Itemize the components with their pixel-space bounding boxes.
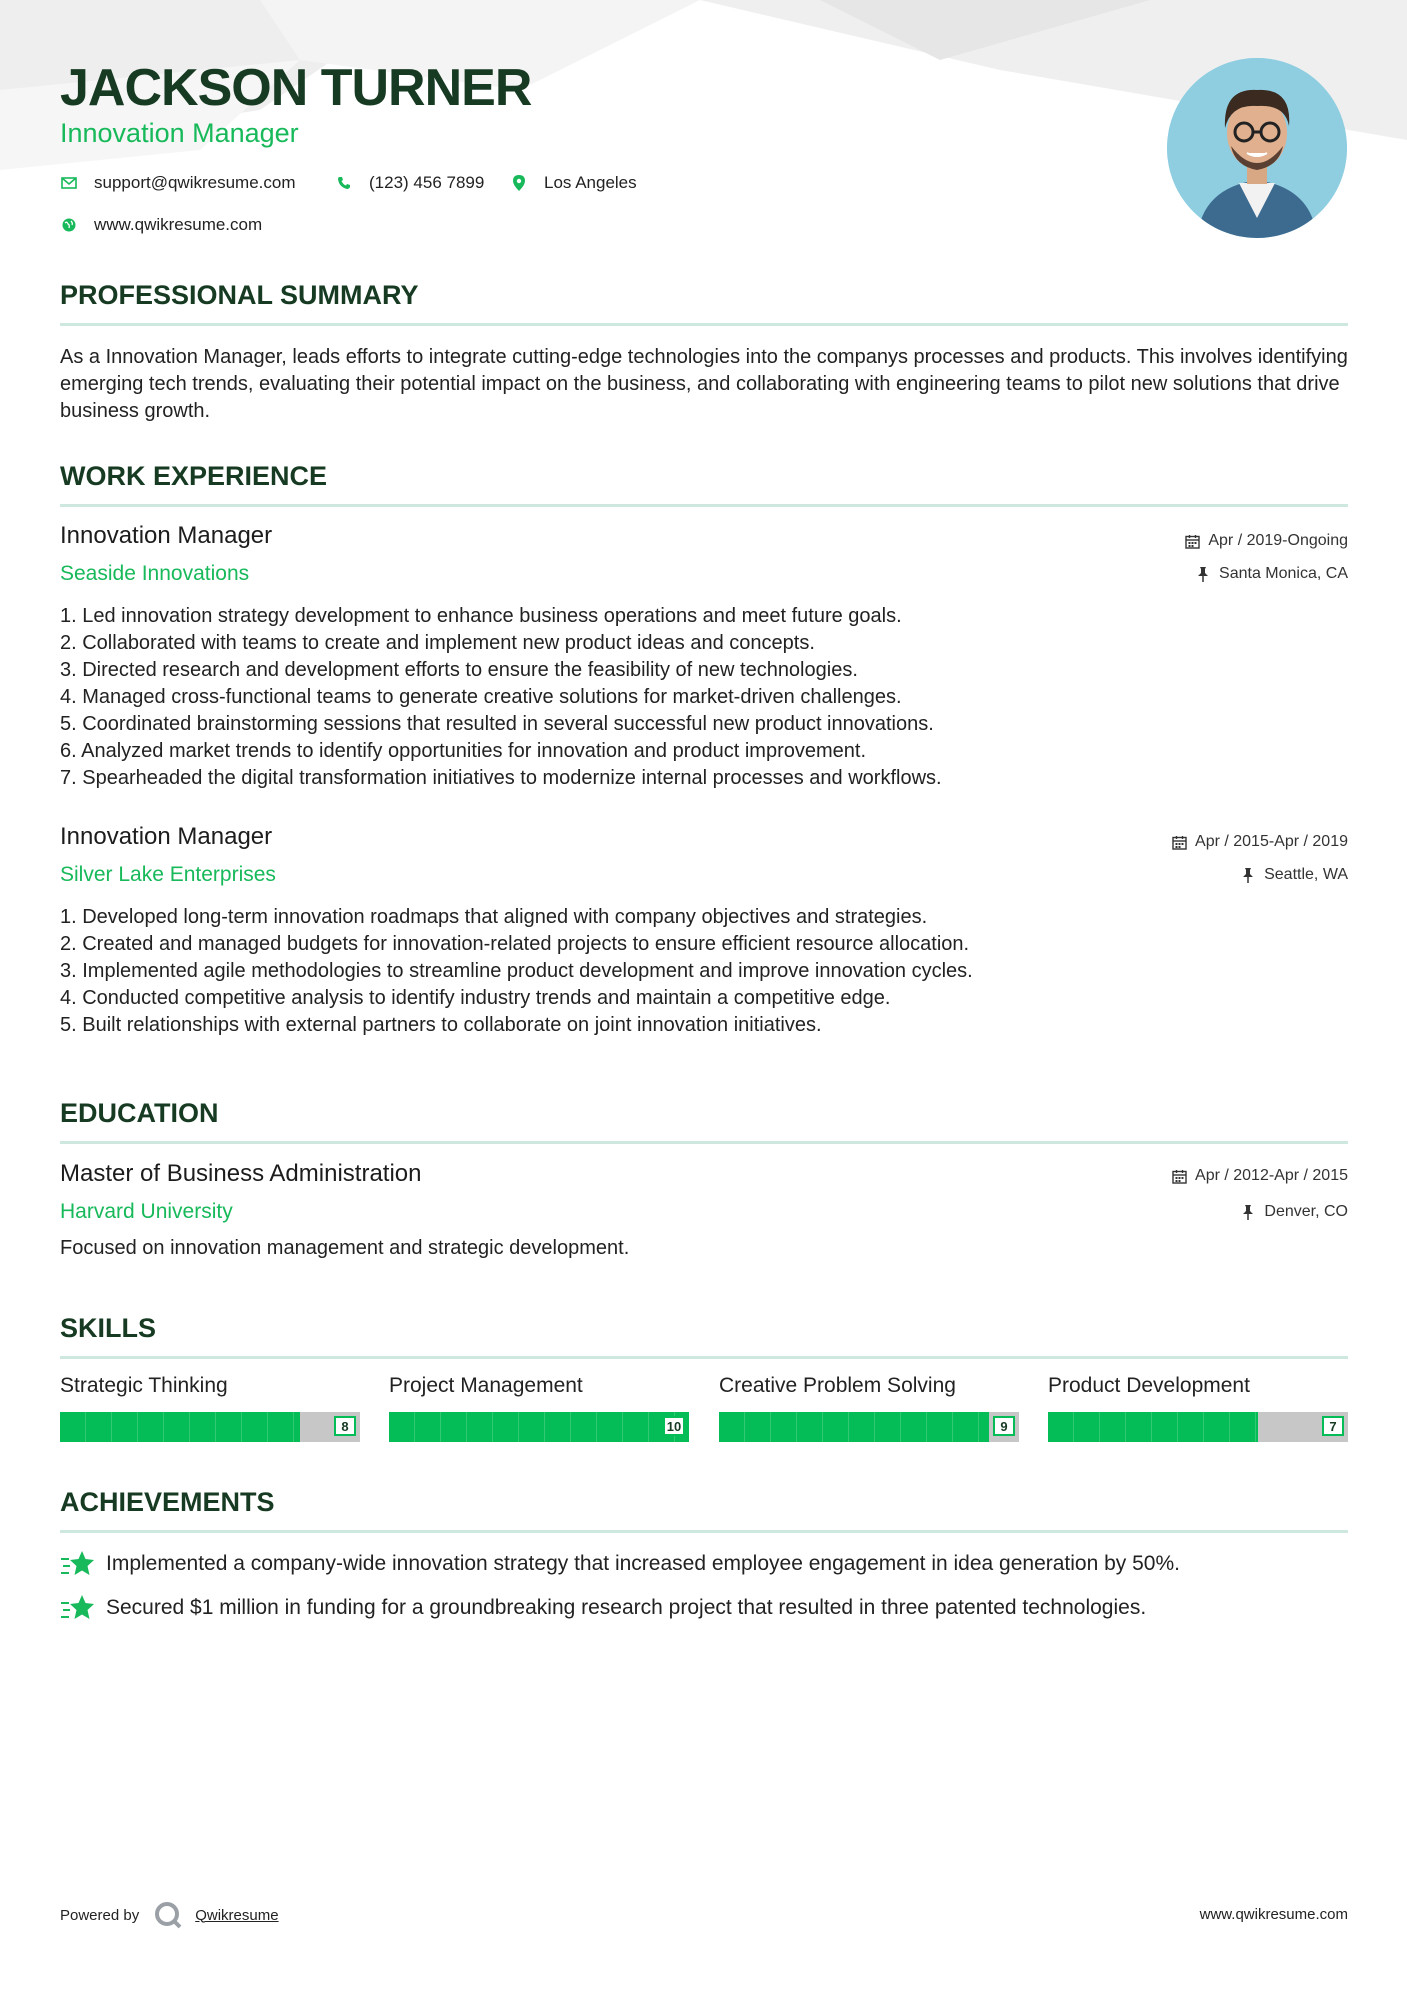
calendar-icon	[1171, 1168, 1187, 1184]
skill-score: 9	[993, 1416, 1015, 1436]
list-item: 4. Conducted competitive analysis to identify industry trends and maintain a competitive edge.	[60, 987, 891, 1009]
education-school: Harvard University	[60, 1200, 233, 1223]
education-location	[1240, 1203, 1348, 1221]
skill-bar	[60, 1412, 360, 1442]
education-location-text: Denver, CO	[1264, 1203, 1348, 1220]
job-dates	[1184, 532, 1348, 550]
job-company: Silver Lake Enterprises	[60, 863, 276, 886]
list-item: 1. Led innovation strategy development to enhance business operations and meet future goals.	[60, 605, 902, 627]
achievement-text: Implemented a company-wide innovation strategy that increased employee engagement in idea generation by 50%.	[106, 1552, 1180, 1575]
phone-icon	[335, 174, 353, 192]
pushpin-icon	[1195, 566, 1211, 582]
education-dates-text: Apr / 2012-Apr / 2015	[1195, 1167, 1348, 1184]
list-item: 3. Implemented agile methodologies to streamline product development and improve innovation cycles.	[60, 960, 973, 982]
list-item: 4. Managed cross-functional teams to generate creative solutions for market-driven challenges.	[60, 686, 902, 708]
skill-item	[1048, 1374, 1348, 1442]
education-description: Focused on innovation management and strategic development.	[60, 1237, 630, 1259]
list-item: 7. Spearheaded the digital transformation initiatives to modernize internal processes and workflows.	[60, 767, 942, 789]
job-dates	[1171, 833, 1348, 851]
contact-location-text: Los Angeles	[544, 173, 637, 192]
contact-phone[interactable]	[335, 173, 484, 193]
job-bullet-list	[60, 904, 1348, 1039]
envelope-icon	[60, 174, 78, 192]
calendar-icon	[1184, 533, 1200, 549]
skill-label: Project Management	[389, 1374, 583, 1397]
job-dates-text: Apr / 2019-Ongoing	[1208, 532, 1348, 549]
list-item: 5. Coordinated brainstorming sessions that resulted in several successful new product innovations.	[60, 713, 934, 735]
job-location	[1240, 866, 1348, 884]
profile-photo	[1167, 58, 1347, 238]
calendar-icon	[1171, 834, 1187, 850]
powered-by-label: Powered by	[60, 1906, 140, 1924]
achievement-item	[60, 1549, 1180, 1579]
contact-email-text: support@qwikresume.com	[94, 173, 296, 192]
skill-item	[719, 1374, 1019, 1442]
skill-bar-fill	[389, 1412, 689, 1442]
education-degree: Master of Business Administration	[60, 1160, 422, 1187]
education-heading: EDUCATION	[60, 1098, 1348, 1144]
list-item: 6. Analyzed market trends to identify opportunities for innovation and product improvement.	[60, 740, 867, 762]
list-item: 2. Created and managed budgets for innovation-related projects to ensure efficient resource allocation.	[60, 933, 970, 955]
job-title: Innovation Manager	[60, 522, 273, 549]
job-location-text: Santa Monica, CA	[1219, 565, 1348, 582]
skill-label: Creative Problem Solving	[719, 1374, 956, 1397]
qwikresume-brand-link[interactable]: Qwikresume	[195, 1906, 279, 1924]
skill-label: Strategic Thinking	[60, 1374, 228, 1397]
candidate-title: Innovation Manager	[60, 118, 299, 148]
experience-heading: WORK EXPERIENCE	[60, 461, 1348, 507]
skill-bar	[719, 1412, 1019, 1442]
list-item: 2. Collaborated with teams to create and implement new product ideas and concepts.	[60, 632, 815, 654]
job-location	[1195, 565, 1348, 583]
footer-website-link[interactable]: www.qwikresume.com	[1199, 1906, 1348, 1923]
skill-bar-fill	[1048, 1412, 1258, 1442]
achievement-text: Secured $1 million in funding for a groundbreaking research project that resulted in three patented technologies.	[106, 1596, 1147, 1619]
job-company: Seaside Innovations	[60, 562, 250, 585]
job-bullet-list	[60, 603, 1348, 792]
contact-website[interactable]	[60, 215, 262, 235]
job-dates-text: Apr / 2015-Apr / 2019	[1195, 833, 1348, 850]
skill-bar-fill	[60, 1412, 300, 1442]
skill-label: Product Development	[1048, 1374, 1250, 1397]
star-icon	[60, 1549, 94, 1579]
summary-text: As a Innovation Manager, leads efforts to integrate cutting-edge technologies into the companys processes and products. This involves identifying emerging tech trends, evaluating their potential impact on the business, and collaborating with engineering teams to pilot new solutions that drive business growth.	[60, 346, 1348, 422]
contact-website-text: www.qwikresume.com	[94, 215, 263, 234]
skill-bar-fill	[719, 1412, 989, 1442]
skill-bar	[1048, 1412, 1348, 1442]
contact-location	[510, 173, 637, 193]
skill-score: 8	[334, 1416, 356, 1436]
job-location-text: Seattle, WA	[1264, 866, 1348, 883]
contact-email[interactable]	[60, 173, 296, 193]
pushpin-icon	[1240, 1204, 1256, 1220]
list-item: 5. Built relationships with external partners to collaborate on joint innovation initiatives.	[60, 1014, 822, 1036]
star-icon	[60, 1593, 94, 1623]
list-item: 1. Developed long-term innovation roadmaps that aligned with company objectives and strategies.	[60, 906, 928, 928]
candidate-name: JACKSON TURNER	[60, 59, 532, 117]
summary-heading: PROFESSIONAL SUMMARY	[60, 280, 1348, 326]
job-title: Innovation Manager	[60, 823, 273, 850]
globe-icon	[60, 216, 78, 234]
achievement-item	[60, 1593, 1146, 1623]
contact-phone-text: (123) 456 7899	[369, 173, 485, 192]
pushpin-icon	[1240, 867, 1256, 883]
skill-score: 10	[663, 1416, 685, 1436]
list-item: 3. Directed research and development efforts to ensure the feasibility of new technologies.	[60, 659, 858, 681]
achievements-heading: ACHIEVEMENTS	[60, 1487, 1348, 1533]
map-pin-icon	[510, 174, 528, 192]
footer-powered-by	[60, 1900, 279, 1930]
skill-item	[389, 1374, 689, 1442]
skill-bar	[389, 1412, 689, 1442]
skill-score: 7	[1322, 1416, 1344, 1436]
qwikresume-logo-icon	[153, 1900, 183, 1930]
skill-item	[60, 1374, 360, 1442]
skills-heading: SKILLS	[60, 1313, 1348, 1359]
education-dates	[1171, 1167, 1348, 1185]
